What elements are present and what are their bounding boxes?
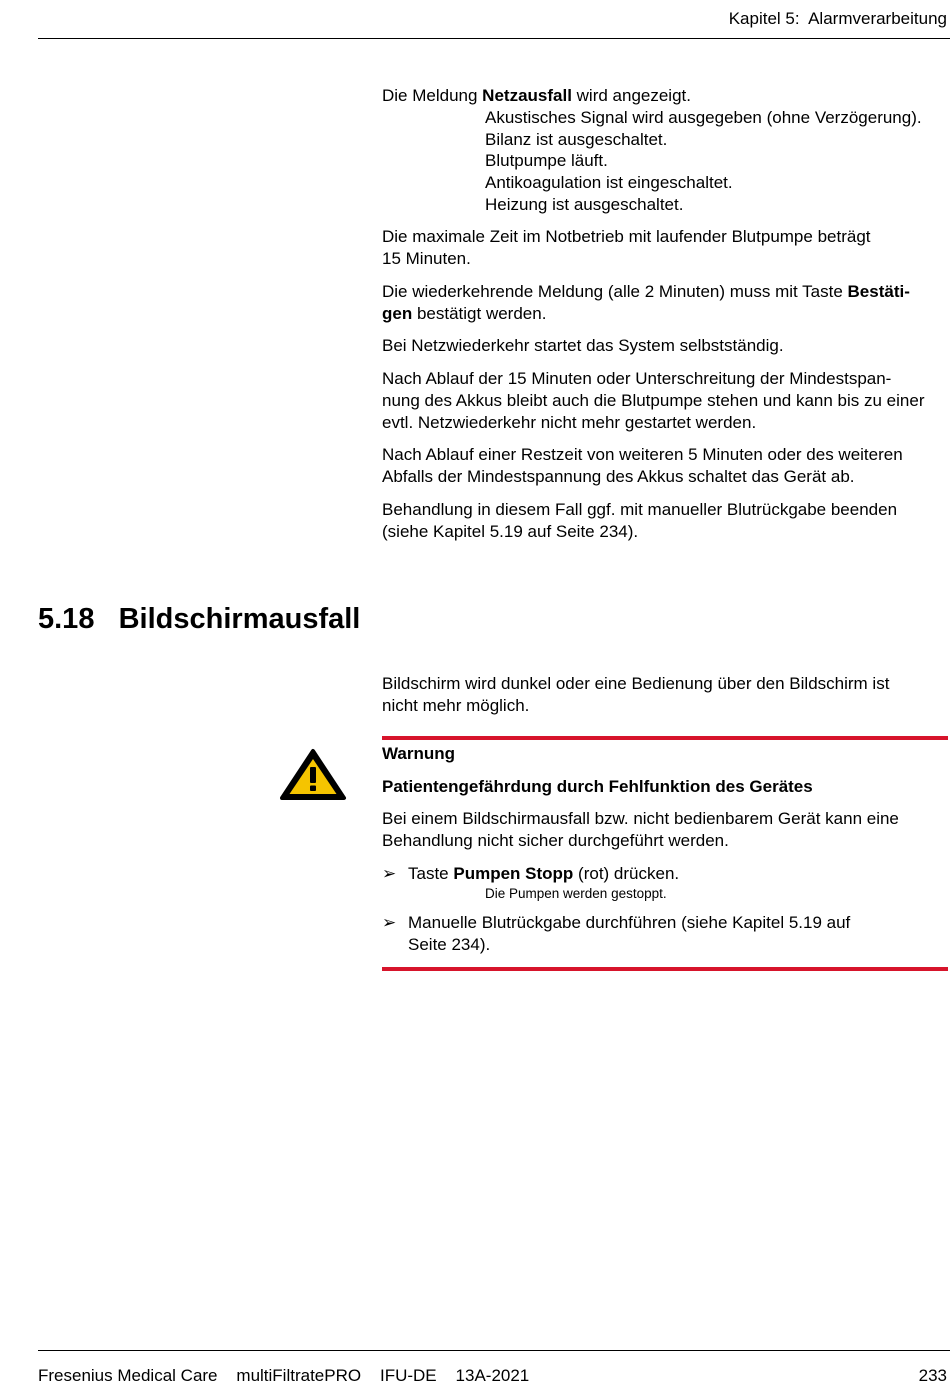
- step-result: Die Pumpen werden gestoppt.: [485, 885, 667, 901]
- header-rule: [38, 38, 950, 39]
- running-header: Kapitel 5: Alarmverarbeitung: [728, 9, 947, 28]
- warning-bottom-rule: [382, 967, 948, 971]
- warning-title: Patientengefährdung durch Fehlfunktion des Gerätes: [382, 776, 813, 796]
- result-item: Antikoagulation ist eingeschaltet.: [485, 173, 733, 193]
- arrow-icon: ➢: [382, 863, 397, 883]
- result-item: Akustisches Signal wird ausgegeben (ohne Verzögerung).: [485, 108, 922, 127]
- action-step: ➢ Taste Pumpen Stopp (rot) drücken. Die Pumpen werden gestoppt.: [382, 863, 680, 901]
- footer-rule: [38, 1350, 950, 1351]
- paragraph-expiry: Nach Ablauf der 15 Minuten oder Unterschreitung der Mindestspan- nung des Akkus bleibt auch die Blutpumpe stehen und kann bis zu einer evtl. Netzwiederkehr nicht mehr gestartet werden.: [382, 368, 925, 432]
- result-item: Blutpumpe läuft.: [485, 151, 608, 171]
- paragraph-remaining-time: Nach Ablauf einer Restzeit von weiteren 5 Minuten oder des weiteren Abfalls der Mindestspannung des Akkus schaltet das Gerät ab.: [382, 445, 903, 487]
- page-number: 233: [918, 1366, 947, 1385]
- paragraph-end-treatment: Behandlung in diesem Fall ggf. mit manueller Blutrückgabe beenden (siehe Kapitel 5.19 auf Seite 234).: [382, 499, 898, 541]
- result-list: [382, 107, 948, 216]
- paragraph-power-return: Bei Netzwiederkehr startet das System selbstständig.: [382, 336, 784, 356]
- result-item: Heizung ist ausgeschaltet.: [485, 194, 684, 214]
- warning-text: Bei einem Bildschirmausfall bzw. nicht bedienbarem Gerät kann eine Behandlung nicht sicher durchgeführt werden.: [382, 809, 899, 850]
- message-line: Die Meldung Netzausfall wird angezeigt.: [382, 86, 691, 105]
- warning-triangle-icon: [279, 748, 347, 801]
- message-name: Netzausfall: [482, 86, 572, 105]
- section-description: Bildschirm wird dunkel oder eine Bedienung über den Bildschirm ist nicht mehr möglich.: [382, 674, 890, 715]
- footer-imprint: Fresenius Medical Care multiFiltratePRO IFU-DE 13A-2021: [38, 1366, 530, 1385]
- section-heading: 5.18 Bildschirmausfall: [38, 603, 361, 635]
- arrow-icon: ➢: [382, 912, 397, 932]
- paragraph-max-time: Die maximale Zeit im Notbetrieb mit laufender Blutpumpe beträgt 15 Minuten.: [382, 227, 871, 269]
- action-step: ➢ Manuelle Blutrückgabe durchführen (siehe Kapitel 5.19 auf Seite 234).: [382, 912, 851, 954]
- chapter-reference: (siehe Kapitel 5.19 auf Seite 234).: [382, 521, 639, 541]
- result-item: Bilanz ist ausgeschaltet.: [485, 129, 668, 149]
- warning-label: Warnung: [382, 744, 456, 763]
- warning-box: [382, 743, 948, 966]
- intro-text: [382, 85, 948, 553]
- paragraph-recurring-message: Die wiederkehrende Meldung (alle 2 Minuten) muss mit Taste Bestäti- gen bestätigt werden.: [382, 281, 910, 323]
- warning-top-rule: [382, 736, 948, 740]
